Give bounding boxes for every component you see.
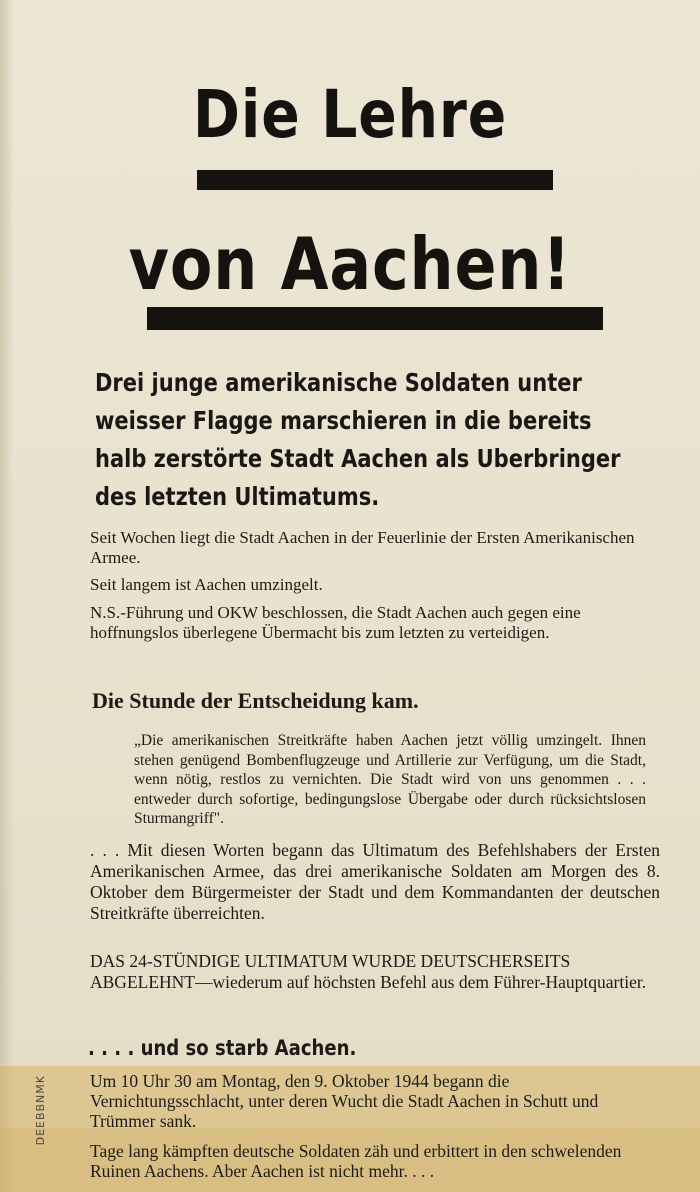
paper-edge-shadow: [0, 0, 14, 1192]
body-paragraph: [90, 603, 660, 643]
body-paragraph: [90, 1071, 660, 1131]
paragraph-text: Um 10 Uhr 30 am Montag, den 9. Oktober 1944 begann die Vernichtungsschlacht, unter deren Wucht die Stadt Aachen in Schutt und Trümmer sank.: [90, 1071, 599, 1131]
lead-line: weisser Flagge marschieren in die bereits: [95, 406, 592, 435]
title-rule-1: [197, 170, 553, 190]
lead-line: Drei junge amerikanische Soldaten unter: [95, 368, 582, 397]
lead-line: des letzten Ultimatums.: [95, 482, 380, 511]
section-heading-decision: Die Stunde der Entscheidung kam.: [92, 688, 419, 713]
paragraph-text: Seit Wochen liegt die Stadt Aachen in der Feuerlinie der Ersten Amerikanischen Armee.: [90, 528, 635, 567]
paragraph-text: N.S.-Führung und OKW beschlossen, die Stadt Aachen auch gegen eine hoffnungslos überlegene Übermacht bis zum letzten zu verteidigen.: [90, 603, 581, 642]
section-heading-death: . . . . und so starb Aachen.: [88, 1036, 357, 1060]
title-rule-2: [147, 307, 603, 330]
title-line-1: Die Lehre: [192, 76, 508, 153]
body-paragraph: [90, 840, 660, 924]
body-paragraph: [90, 528, 660, 568]
body-paragraph: [90, 1141, 660, 1181]
paragraph-text: Tage lang kämpften deutsche Soldaten zäh und erbittert in den schwelenden Ruinen Aachens. Aber Aachen ist nicht mehr. . . .: [90, 1141, 622, 1181]
paragraph-text: . . . Mit diesen Worten begann das Ultimatum des Befehlshabers der Ersten Amerikanischen Armee, das drei amerikanische Soldaten am Morgen des 8. Oktober dem Bürgermeister der Stadt und dem Kommandanten der deutschen Streitkräfte überreichten.: [90, 840, 660, 923]
title-line-2: von Aachen!: [128, 222, 572, 306]
body-paragraph: [90, 575, 660, 595]
ultimatum-quote: „Die amerikanischen Streitkräfte haben Aachen jetzt völlig umzingelt. Ihnen stehen genügend Bombenflugzeuge und Artillerie zur Verfügung, um die Stadt, wenn nötig, restlos zu vernichten. Die Stadt wird von uns genommen . . . entweder durch sofortige, bedingungslose Übergabe oder durch rücksichtslosen Sturmangriff".: [134, 732, 646, 827]
lead-line: halb zerstörte Stadt Aachen als Uberbringer: [95, 444, 621, 473]
lead-paragraph: [95, 364, 655, 516]
archive-stamp: DEEBBNMK: [34, 1075, 47, 1146]
paragraph-text: DAS 24-STÜNDIGE ULTIMATUM WURDE DEUTSCHERSEITS ABGELEHNT—wiederum auf höchsten Befehl aus dem Führer-Hauptquartier.: [90, 951, 647, 992]
paragraph-text: Seit langem ist Aachen umzingelt.: [90, 575, 323, 594]
body-paragraph: [90, 951, 660, 993]
